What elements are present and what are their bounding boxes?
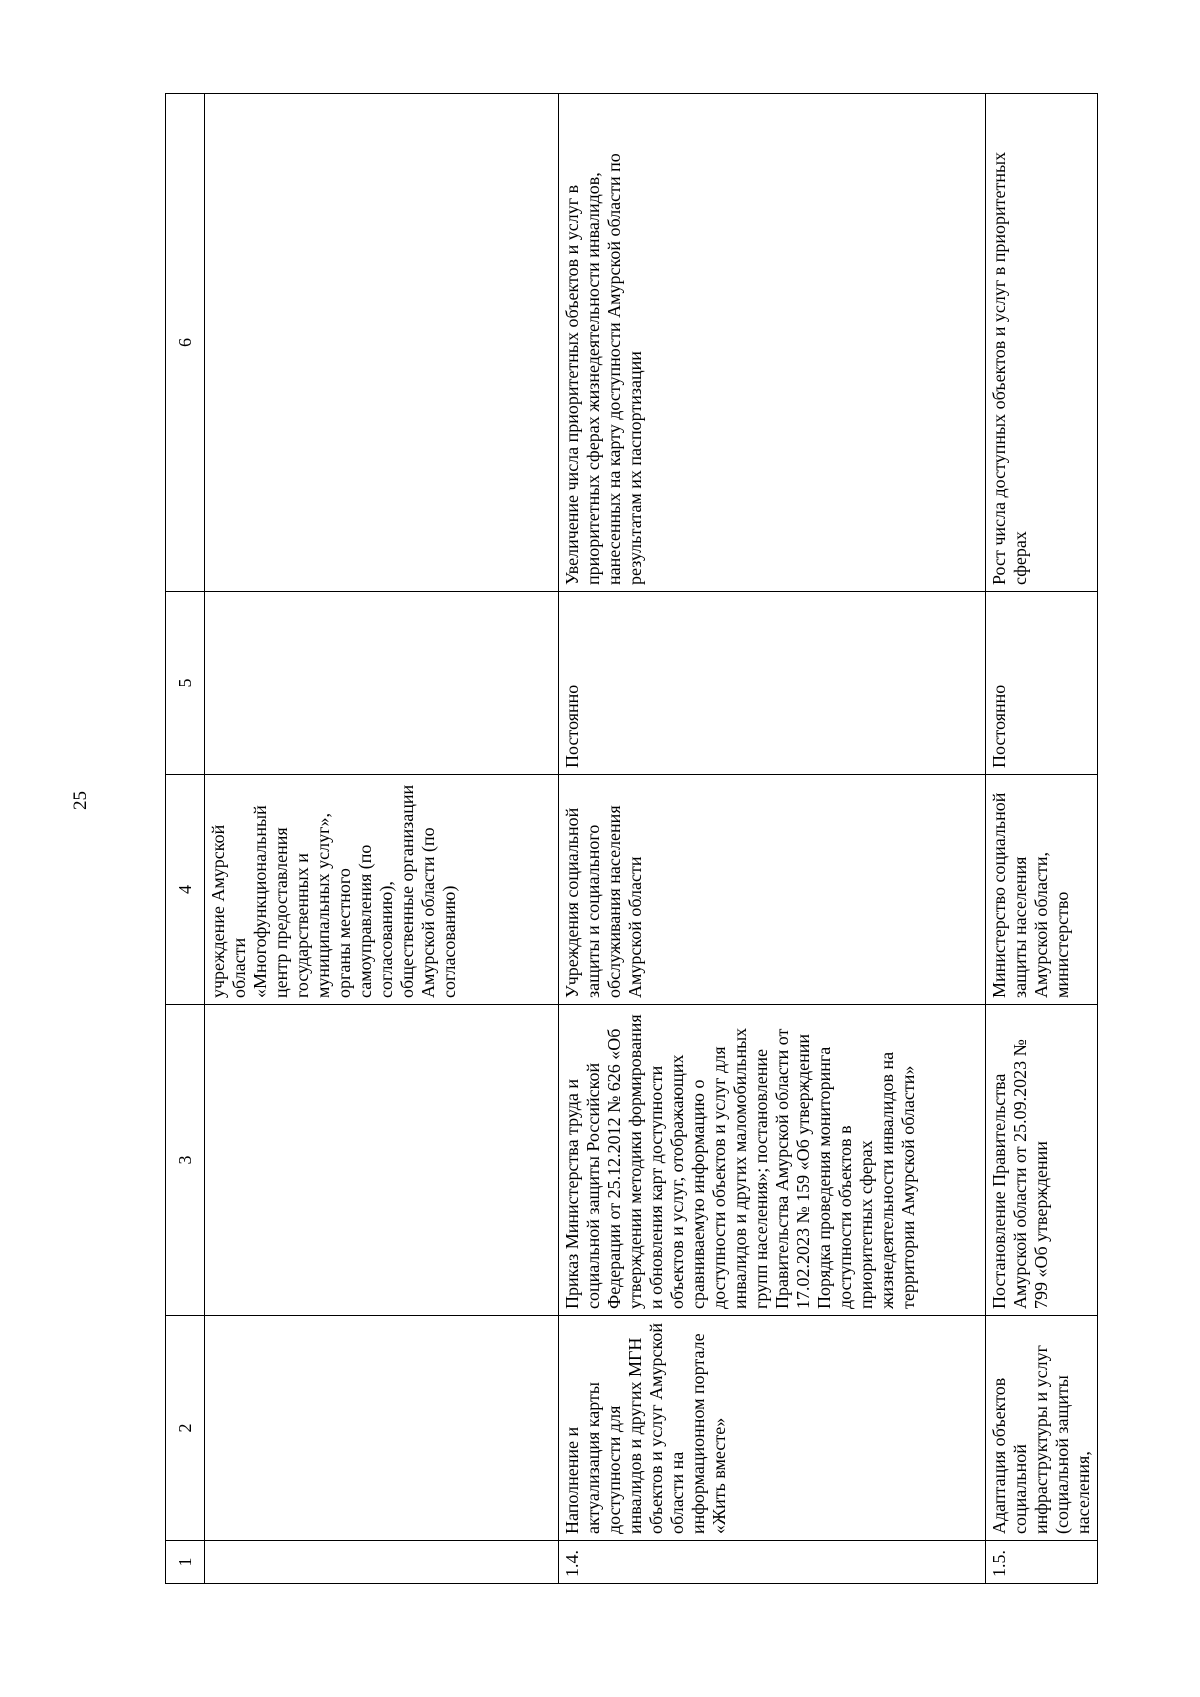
col-header-1: 1 [166,1541,205,1584]
cell-result: Рост числа доступных объектов и услуг в приоритетных сферах [986,94,1098,592]
cell-executor: Учреждения социальной защиты и социального обслуживания населения Амурской области [559,775,986,1005]
cell-measure [205,1316,559,1541]
header-row [166,94,205,1584]
cell-basis [205,1005,559,1316]
cell-measure: Адаптация объектов социальной инфраструктуры и услуг (социальной защиты населения, [986,1316,1098,1541]
cell-basis: Приказ Министерства труда и социальной защиты Российской Федерации от 25.12.2012 № 626 «Об утверждении методики формирования и обновления карт доступности объектов и услуг, отображающих сравниваемую информацию о доступности объектов и услуг для инвалидов и других маломобильных групп населения»; постановление Правительства Амурской области от 17.02.2023 № 159 «Об утверждении Порядка проведения мониторинга доступности объектов в приоритетных сферах жизнедеятельности инвалидов на территории Амурской области» [559,1005,986,1316]
cell-term: Постоянно [559,592,986,775]
table-row-1-4 [559,94,986,1584]
page-number: 25 [70,791,91,810]
cell-executor: Министерство социальной защиты населения Амурской области, министерство [986,775,1098,1005]
cell-result [205,94,559,592]
table-row-1-5 [986,94,1098,1584]
cell-executor: учреждение Амурской области «Многофункциональный центр предоставления государственных и муниципальных услуг», органы местного самоуправления (по согласованию), общественные организации Амурской области (по согласованию) [205,775,559,1005]
cell-num: 1.5. [986,1541,1098,1584]
col-header-3: 3 [166,1005,205,1316]
rotated-table-wrapper [165,94,1093,1584]
cell-measure: Наполнение и актуализация карты доступности для инвалидов и других МГН объектов и услуг Амурской области на информационном портале «Жить вместе» [559,1316,986,1541]
measures-table [165,93,1098,1584]
cell-num [205,1541,559,1584]
col-header-2: 2 [166,1316,205,1541]
cell-term: Постоянно [986,592,1098,775]
table-row-continuation [205,94,559,1584]
col-header-6: 6 [166,94,205,592]
cell-basis: Постановление Правительства Амурской области от 25.09.2023 № 799 «Об утверждении [986,1005,1098,1316]
col-header-5: 5 [166,592,205,775]
cell-num: 1.4. [559,1541,986,1584]
col-header-4: 4 [166,775,205,1005]
cell-term [205,592,559,775]
cell-result: Увеличение числа приоритетных объектов и услуг в приоритетных сферах жизнедеятельности инвалидов, нанесенных на карту доступности Амурской области по результатам их паспортизации [559,94,986,592]
